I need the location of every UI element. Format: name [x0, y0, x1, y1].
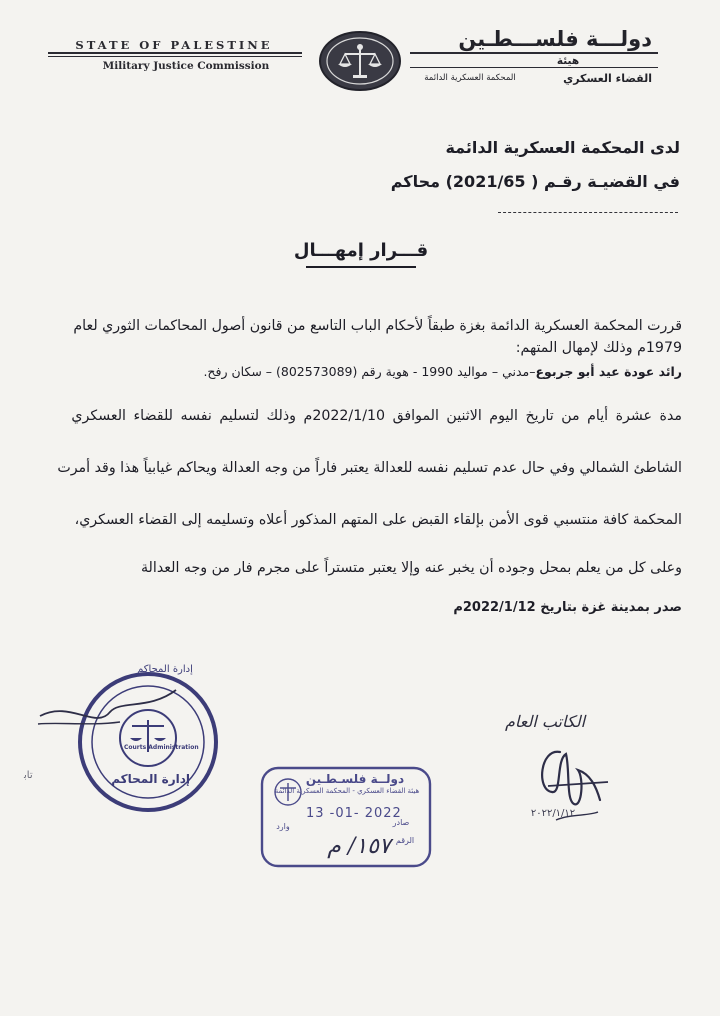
- header-arabic-commission: هيئة: [556, 55, 580, 67]
- body-paragraph-3: المحكمة كافة منتسبي قوى الأمن بإلقاء القبض على المتهم المذكور أعلاه وتسليمه إلى القضاء العسكري،: [74, 512, 682, 528]
- header-arabic-title: دولـــة فلســـطـين: [458, 27, 652, 51]
- header-english-title: STATE OF PALESTINE: [75, 38, 273, 52]
- decision-title-text: قـــرار إمهـــال: [293, 240, 429, 261]
- header-rule-right-bottom: [410, 67, 658, 68]
- body-paragraph-2: الشاطئ الشمالي وفي حال عدم تسليم نفسه للعدالة يعتبر فاراً من وجه العدالة ويحاكم غيابياً هذا وقد أمرت: [57, 460, 682, 476]
- issue-place-date: صدر بمدينة غزة بتاريخ 2022/1/12م: [453, 600, 682, 615]
- accused-name: رائد عودة عيد أبو جربوع: [535, 364, 682, 379]
- body-line-2: 1979م وذلك لإمهال المتهم:: [515, 340, 682, 356]
- header-arabic-court: المحكمة العسكرية الدائمة: [424, 73, 516, 83]
- header-rule-left-bottom: [48, 56, 302, 57]
- body-paragraph-4: وعلى كل من يعلم بمحل وجوده أن يخبر عنه وإلا يعتبر متستراً على مجرم فار من وجه العدالة: [140, 560, 682, 576]
- decision-title: [270, 240, 452, 261]
- accused-line: [203, 364, 682, 379]
- header-rule-right-top: [410, 52, 658, 54]
- scales-of-justice-emblem-icon: [318, 30, 402, 92]
- body-paragraph-1: مدة عشرة أيام من تاريخ اليوم الاثنين الموافق 2022/1/10م وذلك لتسليم نفسه للقضاء العسكري: [71, 408, 682, 424]
- stamp-handwritten-number: ١٥٧/ م: [327, 834, 391, 859]
- corner-mark: ﺗﺎﺑ: [24, 770, 33, 781]
- header-arabic-judiciary: القضاء العسكري: [563, 72, 652, 85]
- stamp-incoming-label: وارد: [276, 822, 290, 831]
- body-line-1: قررت المحكمة العسكرية الدائمة بغزة طبقاً لأحكام الباب التاسع من قانون أصول المحاكمات الثوري لعام: [73, 318, 682, 334]
- stamp-date: 13 -01- 2022: [306, 806, 402, 821]
- stamp-subtitle: هيئة القضاء العسكري - المحكمة العسكرية الدائمة: [274, 787, 420, 795]
- signature-date: ٢٠٢٢/١/١٢: [530, 808, 576, 819]
- stamp-number-label: الرقم: [395, 836, 415, 845]
- court-name: لدى المحكمة العسكرية الدائمة: [445, 138, 680, 157]
- seal-bottom-text: إدارة المحاكم: [111, 772, 190, 786]
- seal-english-text: Courts Administration: [124, 744, 199, 751]
- seal-top-text: إدارة المحاكم: [137, 664, 193, 675]
- header-english-subtitle: Military Justice Commission: [102, 60, 270, 72]
- title-underline: [306, 266, 416, 268]
- accused-details: –مدني – مواليد 1990 - هوية رقم (802573089) – سكان رفح.: [203, 364, 536, 379]
- header-rule-left-top: [48, 52, 302, 54]
- stamp-title: دولــة فلسـطـين: [305, 772, 405, 786]
- case-number: في القضيـة رقـم ( 2021/65) محاكم: [390, 172, 680, 191]
- stamp-outgoing-label: صادر: [392, 818, 410, 827]
- separator-dashes: [498, 212, 678, 213]
- signature-title: الكاتب العام: [504, 712, 586, 731]
